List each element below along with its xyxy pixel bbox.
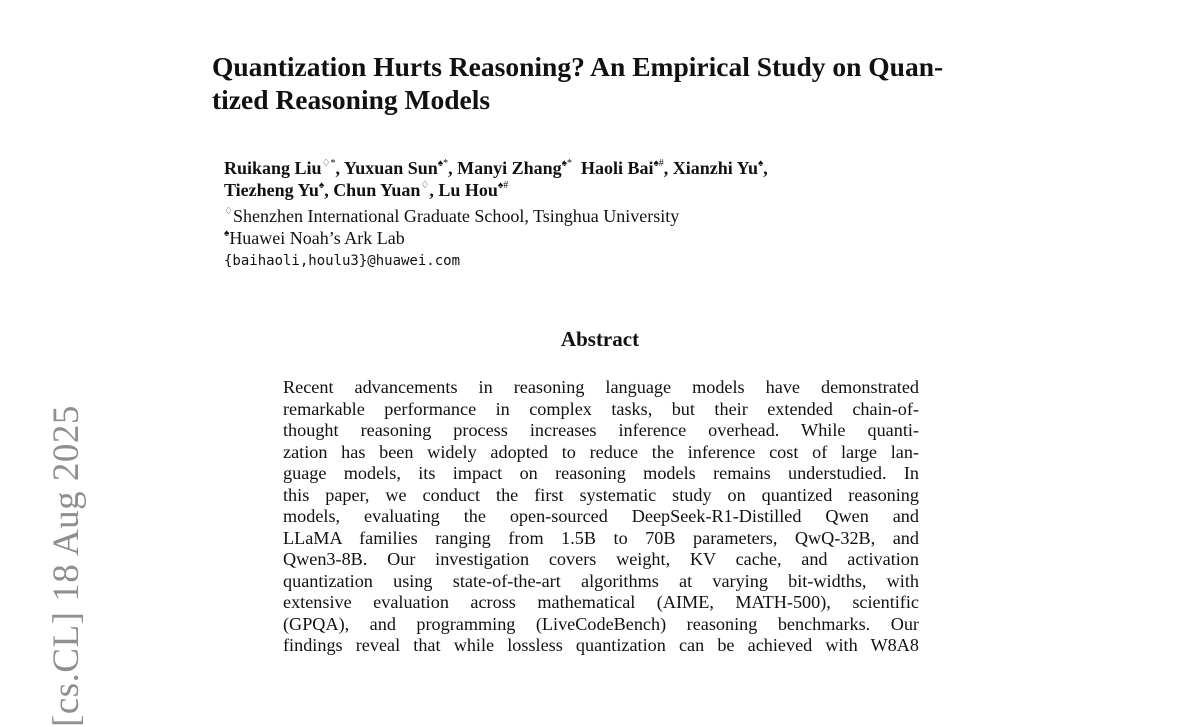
affiliation-tsinghua xyxy=(224,205,679,227)
author-list xyxy=(224,157,768,201)
abstract-line: this paper, we conduct the first systematic study on quantized reasoning xyxy=(283,484,919,505)
abstract-line: findings reveal that while lossless quantization can be achieved with W8A8 xyxy=(283,635,919,655)
author-separator xyxy=(572,158,581,178)
arxiv-stamp-frame xyxy=(46,327,87,727)
arxiv-stamp-text: [cs.CL] 18 Aug 2025 xyxy=(46,405,87,727)
abstract-heading: Abstract xyxy=(560,327,640,351)
author-marks: ♠ xyxy=(318,180,325,191)
abstract-line: thought reasoning process increases inference overhead. While quanti- xyxy=(283,420,919,440)
abstract-line: (GPQA), and programming (LiveCodeBench) reasoning benchmarks. Our xyxy=(283,613,919,634)
author-line-1 xyxy=(224,157,768,179)
author-name: Ruikang Liu xyxy=(224,158,322,178)
author-name: Tiezheng Yu xyxy=(224,180,319,200)
author-name: Haoli Bai xyxy=(580,158,654,178)
title-line: tized Reasoning Models xyxy=(212,84,491,115)
affiliation-mark: ♢ xyxy=(224,206,233,217)
author-marks: ♢ xyxy=(420,180,430,191)
author-separator: , xyxy=(324,180,334,200)
author-marks: ♠* xyxy=(437,158,449,169)
author-separator: , xyxy=(448,158,458,178)
title-line: Quantization Hurts Reasoning? An Empirical Study on Quan- xyxy=(212,51,944,82)
abstract-line: models, evaluating the open-sourced DeepSeek-R1-Distilled Qwen and xyxy=(283,506,919,526)
author-separator: , xyxy=(335,158,344,178)
abstract-line: quantization using state-of-the-art algorithms at varying bit-widths, with xyxy=(283,570,919,591)
author-name: Lu Hou xyxy=(438,180,498,200)
author-name: Xianzhi Yu xyxy=(672,158,758,178)
author xyxy=(224,180,333,200)
author xyxy=(333,180,438,200)
author-separator: , xyxy=(429,180,439,200)
author xyxy=(224,158,344,178)
author xyxy=(673,158,768,178)
author-line-2 xyxy=(224,179,768,201)
affiliation-text: Huawei Noah’s Ark Lab xyxy=(229,228,405,248)
author-separator: , xyxy=(663,158,673,178)
author-name: Chun Yuan xyxy=(333,180,421,200)
abstract-body xyxy=(283,377,919,657)
paper-title xyxy=(212,50,1002,116)
author-marks: ♢* xyxy=(321,158,336,169)
abstract-line: remarkable performance in complex tasks, but their extended chain-of- xyxy=(283,398,919,419)
abstract-line: Recent advancements in reasoning language models have demonstrated xyxy=(283,377,919,397)
affiliation-huawei xyxy=(224,227,405,249)
abstract-line: zation has been widely adopted to reduce the inference cost of large lan- xyxy=(283,441,919,462)
abstract-line: Qwen3-8B. Our investigation covers weight, KV cache, and activation xyxy=(283,549,919,569)
author-marks: ♠* xyxy=(561,158,572,169)
affiliation-mark: ♠ xyxy=(224,228,230,239)
abstract-line: LLaMA families ranging from 1.5B to 70B parameters, QwQ-32B, and xyxy=(283,527,919,548)
author xyxy=(344,158,457,178)
affiliation-text: Shenzhen International Graduate School, Tsinghua University xyxy=(232,206,680,226)
author xyxy=(457,158,581,178)
arxiv-side-stamp xyxy=(46,327,87,727)
author-separator: , xyxy=(763,158,768,178)
contact-email: {baihaoli,houlu3}@huawei.com xyxy=(224,253,461,269)
author-name: Yuxuan Sun xyxy=(343,158,438,178)
author-marks: ♠ xyxy=(757,158,764,169)
abstract-line: extensive evaluation across mathematical (AIME, MATH-500), scientific xyxy=(283,592,919,612)
author xyxy=(438,180,508,200)
author xyxy=(581,158,673,178)
author-name: Manyi Zhang xyxy=(457,158,562,178)
author-marks: ♠# xyxy=(653,158,664,169)
abstract-line: guage models, its impact on reasoning models remains understudied. In xyxy=(283,463,919,483)
author-marks: ♠# xyxy=(497,180,509,191)
